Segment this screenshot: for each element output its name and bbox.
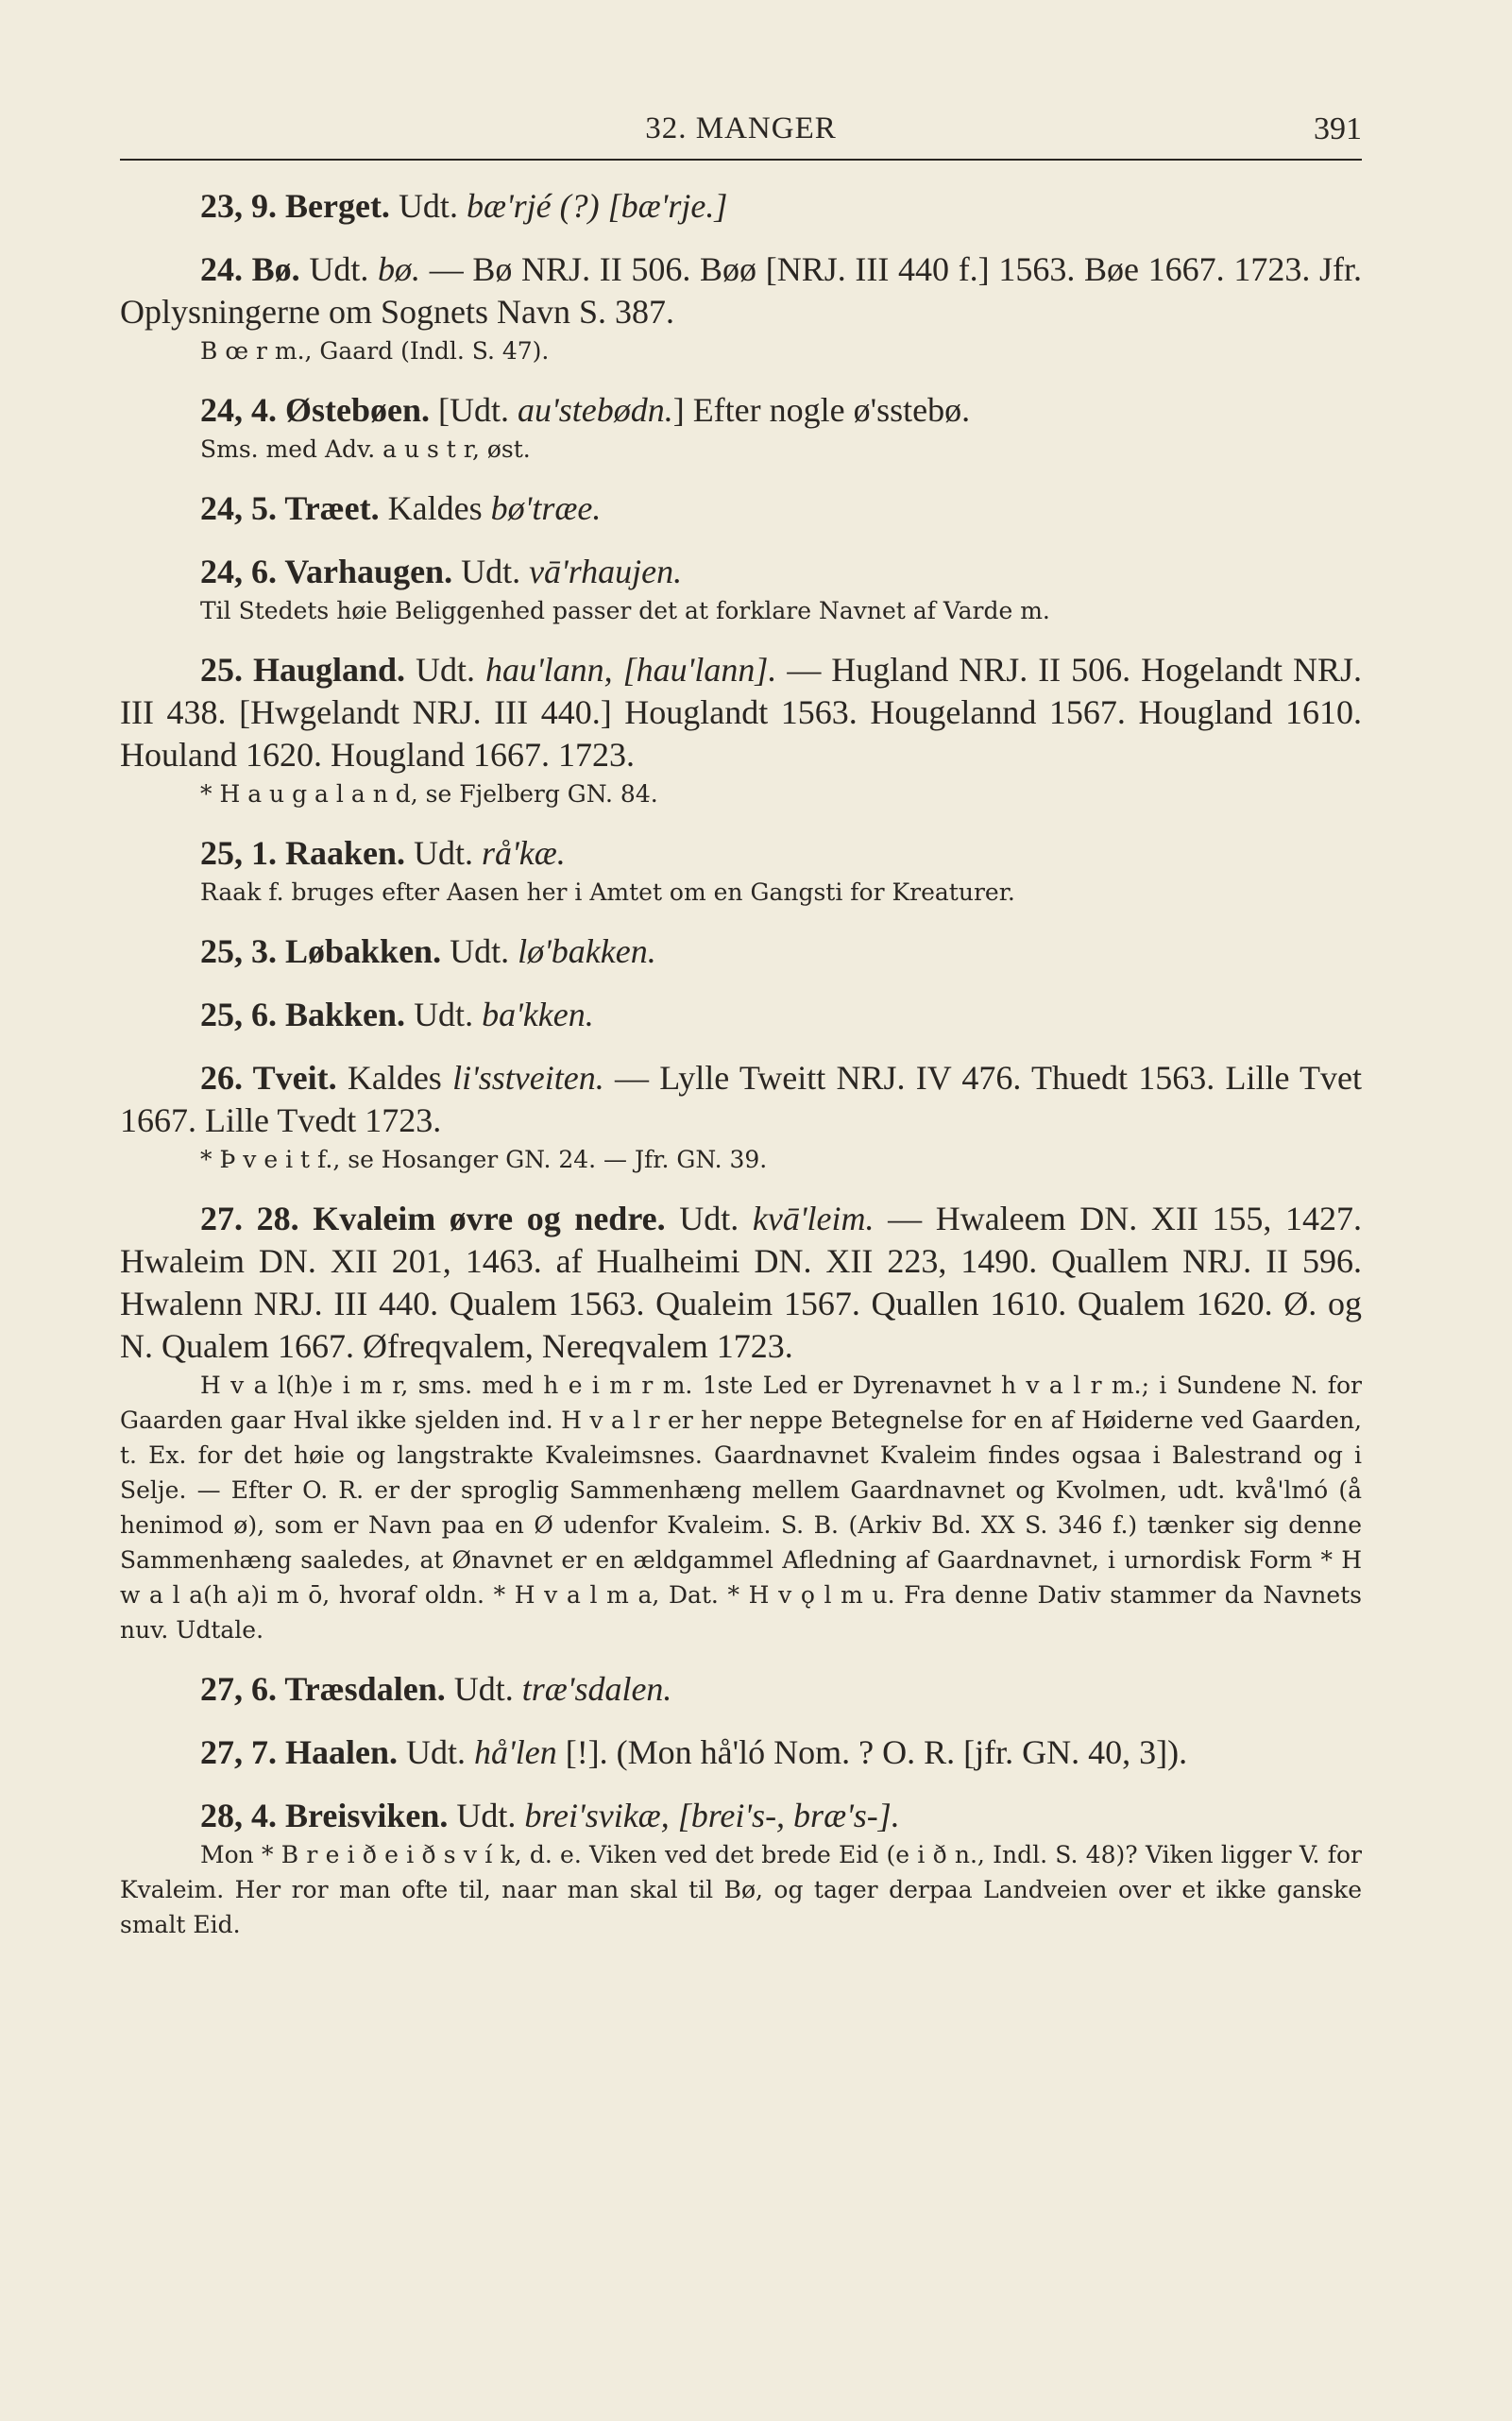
pronunciation: hå'len [474,1733,557,1771]
farm-name: Træsdalen. [284,1670,446,1708]
pronunciation: li'sstveiten. [452,1059,604,1097]
running-header [120,111,1362,159]
farm-name: Bakken. [285,996,406,1033]
entry-text [120,930,1362,973]
entry-note: * Þ v e i t f., se Hosanger GN. 24. — Jfr. GN. 39. [200,1146,768,1173]
farm-name: Træet. [284,489,380,527]
entry-text [120,487,1362,530]
farm-name: Bø. [251,250,300,288]
farm-name: Haalen. [285,1733,399,1771]
pronunciation: lø'bakken. [518,932,656,970]
entry-text [120,551,1362,593]
entry-text [120,248,1362,333]
farm-number: 27, 6. [200,1670,285,1708]
entry-body: — Hwaleem DN. XII 155, 1427. Hwaleim DN. XII 201, 1463. af Hualheimi DN. XII 223, 1490. Quallem NRJ. II 596. Hwalenn NRJ. III 440. Qualem 1563. Qualeim 1567. Quallen 1610. Qualem 1620. Ø. og N. Qualem 1667. Øfreqvalem, Nereqvalem 1723. [120,1200,1363,1365]
farm-number: 24, 5. [200,489,285,527]
pronunciation: au'stebødn. [518,391,673,429]
farm-number: 27. 28. [200,1200,314,1237]
entry-label: [Udt. [430,391,518,429]
entry-label: Udt. [405,834,483,872]
entry-text [120,389,1362,432]
farm-name: Berget. [285,187,390,225]
pronunciation: vā'rhaujen. [529,553,683,590]
entry-label: Udt. [445,1670,522,1708]
farm-number: 25, 3. [200,932,285,970]
entry [120,1668,1362,1711]
entries [120,185,1362,1963]
entry-label: Udt. [448,1797,525,1834]
entry-note: Til Stedets høie Beliggenhed passer det at forklare Navnet af Varde m. [200,597,1050,624]
farm-number: 28, 4. [200,1797,285,1834]
entry [120,487,1362,530]
farm-name: Kvaleim øvre og nedre. [313,1200,666,1237]
pronunciation: rå'kæ. [482,834,566,872]
entry-note: Mon * B r e i ð e i ð s v í k, d. e. Viken ved det brede Eid (e i ð n., Indl. S. 48)? Viken ligger V. for Kvaleim. Her ror man ofte til, naar man skal til Bø, og tager derpaa Landveien over et ikke ganske smalt Eid. [120,1841,1362,1938]
entry [120,1198,1362,1647]
farm-name: Raaken. [285,834,406,872]
farm-name: Løbakken. [285,932,442,970]
entry-body: — Bø NRJ. II 506. Bøø [NRJ. III 440 f.] 1563. Bøe 1667. 1723. Jfr. Oplysningerne om Sognets Navn S. 387. [120,250,1363,331]
entry-label: Udt. [398,1733,475,1771]
entry [120,389,1362,467]
entry [120,649,1362,811]
entry-body: ] Efter nogle ø'sstebø. [672,391,971,429]
farm-number: 24, 6. [200,553,285,590]
pronunciation: træ'sdalen. [521,1670,672,1708]
farm-number: 24. [200,250,252,288]
entry [120,1731,1362,1774]
header-rule [120,159,1362,161]
pronunciation: bø. [378,250,421,288]
pronunciation: hau'lann, [hau'lann]. [484,651,777,689]
entry-label: Kaldes [379,489,491,527]
entry-body: [!]. (Mon hå'ló Nom. ? O. R. [jfr. GN. 40, 3]). [556,1733,1188,1771]
entry-label: Udt. [389,187,467,225]
entry [120,832,1362,910]
farm-name: Tveit. [252,1059,337,1097]
pronunciation: bø'træe. [490,489,602,527]
farm-number: 26. [200,1059,253,1097]
entry [120,248,1362,368]
pronunciation: ba'kken. [482,996,594,1033]
page-number: 391 [1314,111,1362,146]
entry-label: Udt. [441,932,518,970]
entry-text [120,1057,1362,1142]
entry [120,994,1362,1036]
entry-label: Udt. [299,250,379,288]
entry-note: H v a l(h)e i m r, sms. med h e i m r m. 1ste Led er Dyrenavnet h v a l r m.; i Sundene N. for Gaarden gaar Hval ikke sjelden ind. H v a l r er her neppe Betegnelse for en af Høiderne ved Gaarden, t. Ex. for det høie og langstrakte Kvaleimsnes. Gaardnavnet Kvaleim findes ogsaa i Balestrand og i Selje. — Efter O. R. er der sproglig Sammenhæng mellem Gaardnavnet og Kvolmen, udt. kvå'lmó (å henimod ø), som er Navn paa en Ø udenfor Kvaleim. S. B. (Arkiv Bd. XX S. 346 f.) tænker sig denne Sammenhæng saaledes, at Ønavnet er en ældgammel Afledning af Gaardnavnet, i urnordisk Form * H w a l a(h a)i m ō, hvoraf oldn. * H v a l m a, Dat. * H v ǫ l m u. Fra denne Dativ stammer da Navnets nuv. Udtale. [120,1372,1362,1644]
entry-label: Udt. [452,553,530,590]
entry-label: Udt. [405,996,483,1033]
entry-note: * H a u g a l a n d, se Fjelberg GN. 84. [200,780,658,808]
farm-number: 25, 1. [200,834,285,872]
entry-label: Udt. [405,651,485,689]
pronunciation: bæ'rjé (?) [bæ'rje.] [466,187,728,225]
entry-text [120,649,1362,776]
entry-note: Sms. med Adv. a u s t r, øst. [200,435,531,463]
entry [120,1795,1362,1942]
farm-number: 25, 6. [200,996,285,1033]
pronunciation: brei'svikæ, [brei's-, bræ's-]. [524,1797,900,1834]
entry-label: Kaldes [336,1059,453,1097]
entry-text [120,1731,1362,1774]
entry-text [120,994,1362,1036]
entry-note: B œ r m., Gaard (Indl. S. 47). [200,337,550,365]
pronunciation: kvā'leim. [752,1200,875,1237]
farm-name: Østebøen. [285,391,430,429]
header-title: 32. MANGER [645,111,837,145]
entry [120,1057,1362,1177]
entry-text [120,185,1362,228]
entry-text [120,1668,1362,1711]
farm-number: 23, 9. [200,187,285,225]
entry-body: — Hugland NRJ. II 506. Hogelandt NRJ. III 438. [Hwgelandt NRJ. III 440.] Houglandt 1563. Hougelannd 1567. Hougland 1610. Houland 1620. Hougland 1667. 1723. [120,651,1363,774]
farm-name: Varhaugen. [284,553,453,590]
entry-note: Raak f. bruges efter Aasen her i Amtet om en Gangsti for Kreaturer. [200,878,1015,906]
entry-label: Udt. [665,1200,753,1237]
entry [120,551,1362,628]
farm-name: Breisviken. [285,1797,449,1834]
farm-number: 27, 7. [200,1733,285,1771]
entry [120,930,1362,973]
entry-text [120,1198,1362,1368]
entry-text [120,832,1362,875]
farm-number: 24, 4. [200,391,285,429]
farm-name: Haugland. [252,651,406,689]
entry-text [120,1795,1362,1837]
entry [120,185,1362,228]
entry-body: — Lylle Tweitt NRJ. IV 476. Thuedt 1563. Lille Tvet 1667. Lille Tvedt 1723. [120,1059,1362,1139]
farm-number: 25. [200,651,253,689]
